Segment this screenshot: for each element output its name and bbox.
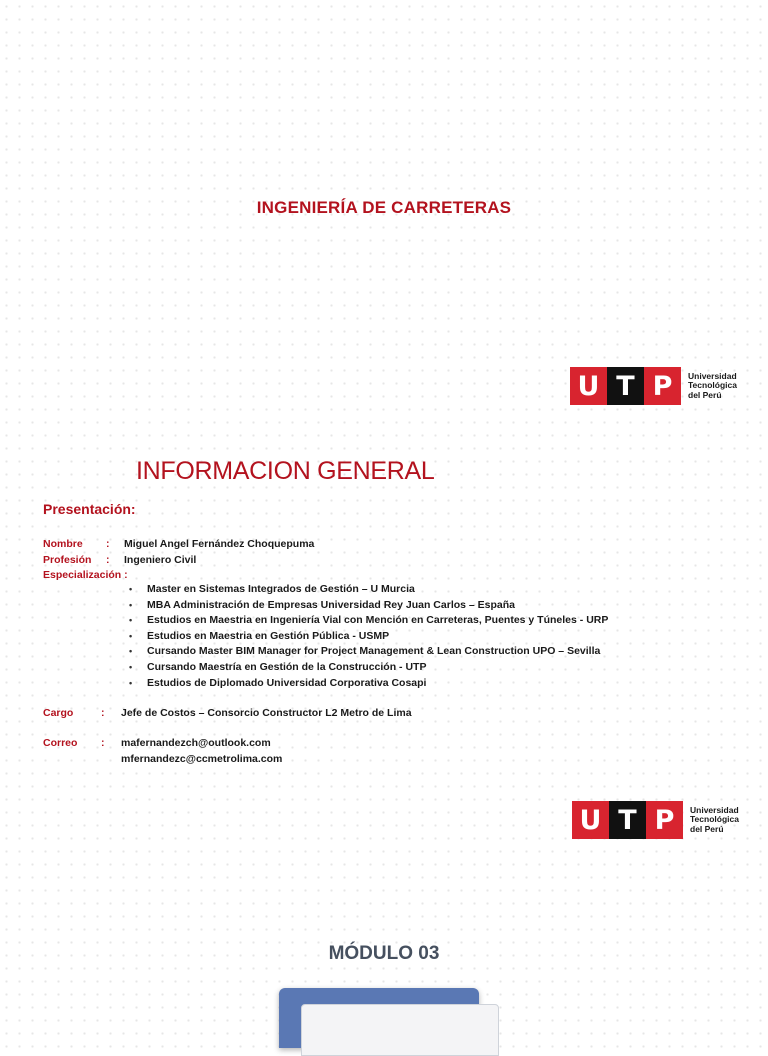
profesion-value: Ingeniero Civil (124, 554, 197, 566)
cargo-value: Jefe de Costos – Consorcio Constructor L2 Metro de Lima (121, 707, 412, 719)
profesion-label: Profesión (43, 554, 92, 566)
module-title: MÓDULO 03 (328, 943, 440, 964)
logo-text (688, 372, 737, 401)
list-item: • Estudios de Diplomado Universidad Corporativa Cosapi (129, 676, 608, 692)
cargo-label: Cargo (43, 707, 74, 719)
section-heading: Presentación: (43, 501, 136, 517)
logo-letter-p: P (646, 801, 683, 839)
slide-title (0, 0, 768, 435)
bullet-icon: • (129, 646, 133, 657)
utp-logo (570, 367, 737, 405)
logo-text-line: Universidad (690, 804, 739, 815)
nombre-label: Nombre (43, 538, 83, 550)
bullet-icon: • (129, 661, 133, 672)
bullet-icon: • (129, 599, 133, 610)
correo-value-1: mafernandezch@outlook.com (121, 737, 271, 749)
logo-text-line: Universidad (688, 370, 737, 381)
logo-text-line: Tecnológica (690, 814, 739, 825)
info-title: INFORMACION GENERAL (136, 457, 435, 485)
bullet-icon: • (129, 630, 133, 641)
logo-letter-u: U (572, 801, 609, 839)
list-item: • Master en Sistemas Integrados de Gestión – U Murcia (129, 582, 608, 598)
slide-module (0, 875, 768, 1024)
module-card-inner (301, 1004, 499, 1056)
logo-letter-t: T (607, 367, 644, 405)
utp-logo (572, 801, 739, 839)
logo-text-line: Tecnológica (688, 380, 737, 391)
profesion-colon: : (106, 554, 110, 566)
correo-colon: : (101, 737, 105, 749)
list-item: • Estudios en Maestria en Ingeniería Vial con Mención en Carreteras, Puentes y Túneles - URP (129, 613, 608, 629)
especializacion-list (129, 582, 608, 691)
course-title: INGENIERÍA DE CARRETERAS (256, 198, 512, 217)
logo-letter-u: U (570, 367, 607, 405)
bullet-icon: • (129, 615, 133, 626)
logo-text (690, 806, 739, 835)
list-item: • Cursando Master BIM Manager for Project Management & Lean Construction UPO – Sevilla (129, 644, 608, 660)
especializacion-label: Especialización : (43, 569, 128, 581)
bullet-icon: • (129, 677, 133, 688)
correo-value-2: mfernandezc@ccmetrolima.com (121, 753, 283, 765)
logo-text-line: del Perú (688, 389, 722, 400)
logo-letter-t: T (609, 801, 646, 839)
correo-label: Correo (43, 737, 78, 749)
list-item: • Estudios en Maestria en Gestión Pública - USMP (129, 629, 608, 645)
list-item: • Cursando Maestría en Gestión de la Construcción - UTP (129, 660, 608, 676)
bullet-icon: • (129, 584, 133, 594)
list-item: • MBA Administración de Empresas Universidad Rey Juan Carlos – España (129, 598, 608, 614)
logo-text-line: del Perú (690, 823, 724, 834)
cargo-colon: : (101, 707, 105, 719)
slide-info (0, 435, 768, 875)
nombre-colon: : (106, 538, 110, 550)
logo-letter-p: P (644, 367, 681, 405)
nombre-value: Miguel Angel Fernández Choquepuma (124, 538, 315, 550)
module-card (279, 988, 479, 1048)
